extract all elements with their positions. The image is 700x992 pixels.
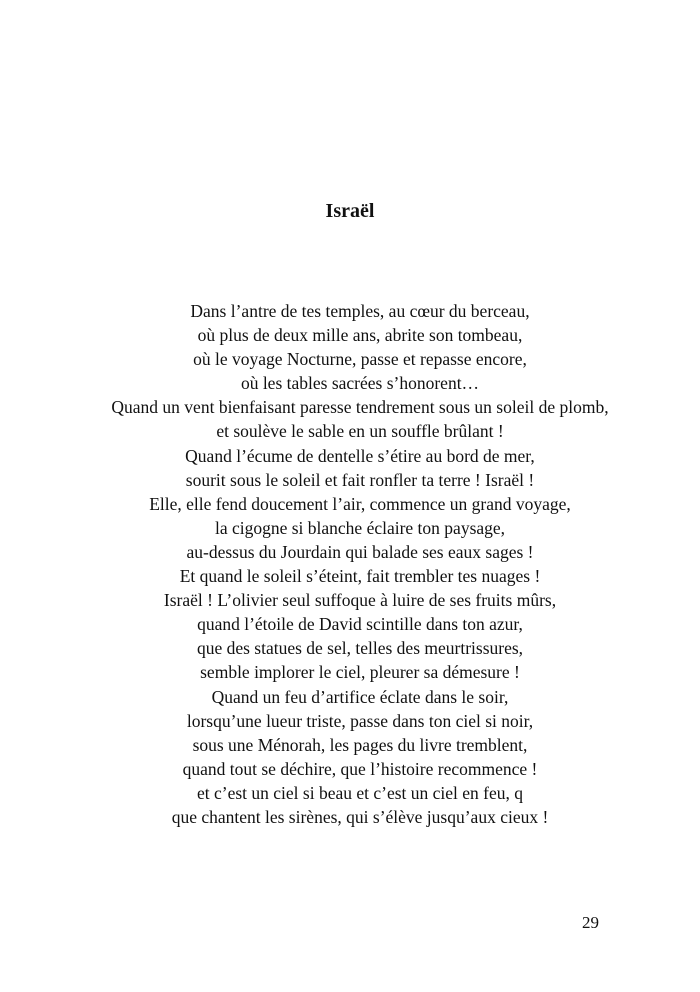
poem-line: la cigogne si blanche éclaire ton paysage, bbox=[214, 517, 506, 538]
poem-line: Quand un feu d’artifice éclate dans le soir, bbox=[211, 686, 509, 707]
poem-line: Israël ! L’olivier seul suffoque à luire de ses fruits mûrs, bbox=[163, 590, 557, 611]
poem-line: sourit sous le soleil et fait ronfler ta terre ! Israël ! bbox=[185, 469, 535, 490]
poem-line: semble implorer le ciel, pleurer sa démesure ! bbox=[200, 662, 520, 683]
poem-line: Et quand le soleil s’éteint, fait trembler tes nuages ! bbox=[179, 566, 541, 587]
poem-line: lorsqu’une lueur triste, passe dans ton ciel si noir, bbox=[186, 710, 534, 731]
poem-title: Israël bbox=[325, 200, 375, 222]
poem-line: Dans l’antre de tes temples, au cœur du berceau, bbox=[190, 301, 530, 321]
poem-line: que des statues de sel, telles des meurtrissures, bbox=[196, 638, 524, 659]
poem-line: où plus de deux mille ans, abrite son tombeau, bbox=[197, 325, 523, 346]
page-number: 29 bbox=[582, 913, 599, 932]
poem-line: Elle, elle fend doucement l’air, commence un grand voyage, bbox=[149, 493, 571, 514]
poem-line: quand tout se déchire, que l’histoire recommence ! bbox=[182, 758, 538, 779]
poem-line: et soulève le sable en un souffle brûlant ! bbox=[216, 421, 504, 442]
poem-line: quand l’étoile de David scintille dans ton azur, bbox=[197, 614, 523, 635]
poem-line: et c’est un ciel si beau et c’est un ciel en feu, q bbox=[196, 782, 524, 803]
poem-line: sous une Ménorah, les pages du livre tremblent, bbox=[192, 734, 528, 755]
poem-line: où les tables sacrées s’honorent… bbox=[240, 373, 480, 394]
poem-line: au-dessus du Jourdain qui balade ses eaux sages ! bbox=[186, 541, 534, 562]
poem-body bbox=[60, 299, 660, 829]
poem-line: où le voyage Nocturne, passe et repasse encore, bbox=[193, 349, 527, 370]
poem-line: Quand l’écume de dentelle s’étire au bord de mer, bbox=[185, 445, 535, 466]
poem-line: que chantent les sirènes, qui s’élève jusqu’aux cieux ! bbox=[171, 806, 549, 827]
poem-line: Quand un vent bienfaisant paresse tendrement sous un soleil de plomb, bbox=[111, 397, 609, 418]
